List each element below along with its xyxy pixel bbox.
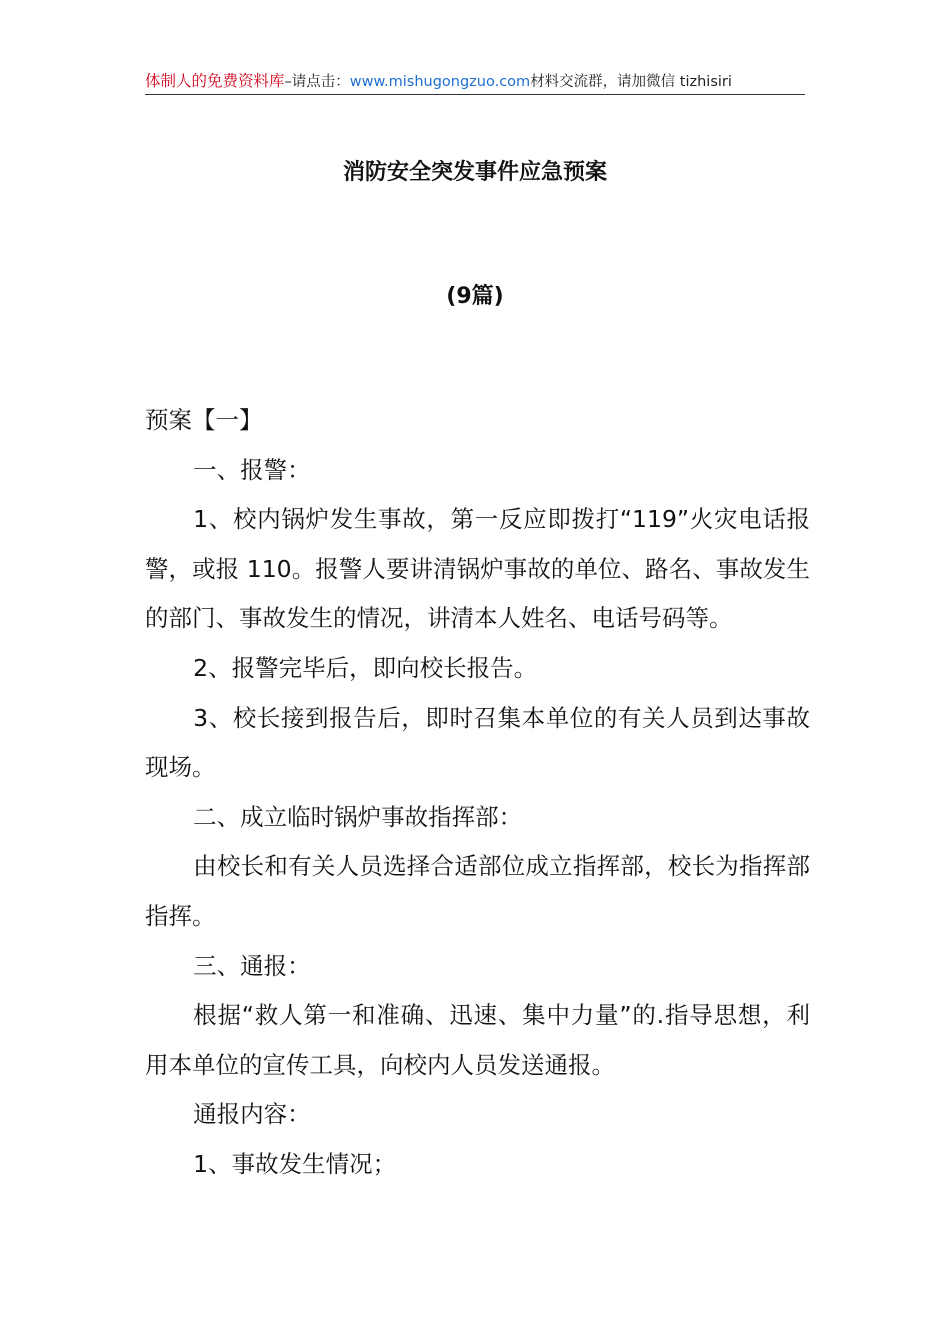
paragraph: 3、校长接到报告后，即时召集本单位的有关人员到达事故现场。: [145, 703, 810, 782]
paragraph: 根据“救人第一和准确、迅速、集中力量”的.指导思想，利用本单位的宣传工具，向校内人员发送通报。: [145, 1001, 810, 1079]
paragraph: 由校长和有关人员选择合适部位成立指挥部，校长为指挥部指挥。: [145, 852, 810, 930]
paragraph: 二、成立临时锅炉事故指挥部：: [193, 802, 523, 831]
header-note: 材料交流群，请加微信 tizhisiri: [530, 74, 732, 90]
document-body: [145, 396, 810, 1190]
page-header: [145, 70, 805, 95]
document-count: (9篇): [446, 284, 504, 309]
header-prompt: –请点击：: [284, 74, 350, 90]
paragraph: 1、校内锅炉发生事故，第一反应即拨打“119”火灾电话报警，或报 110。报警人要讲清锅炉事故的单位、路名、事故发生的部门、事故发生的情况，讲清本人姓名、电话号码等。: [145, 505, 810, 633]
document-title: 消防安全突发事件应急预案: [342, 160, 607, 185]
header-url-link[interactable]: www.mishugongzuo.com: [349, 74, 531, 90]
paragraph: 三、通报：: [193, 951, 311, 980]
header-brand: 体制人的免费资料库: [145, 72, 285, 90]
paragraph: 1、事故发生情况；: [193, 1149, 397, 1178]
paragraph: 一、报警：: [193, 455, 311, 484]
paragraph: 通报内容：: [193, 1100, 311, 1129]
section-heading: 预案【一】: [145, 406, 263, 434]
paragraph: 2、报警完毕后，即向校长报告。: [193, 653, 538, 682]
